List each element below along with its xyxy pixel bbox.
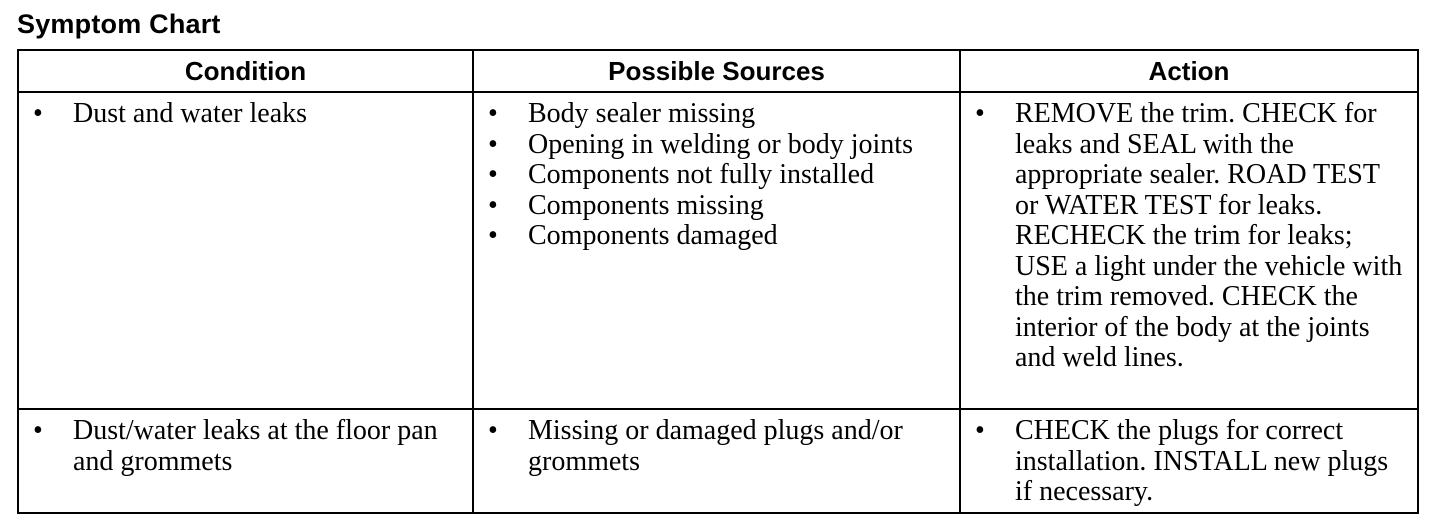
bullet-icon: • xyxy=(975,98,985,129)
source-text: Body sealer missing xyxy=(528,98,756,129)
action-list xyxy=(971,416,1405,508)
list-item xyxy=(484,130,947,161)
list-item xyxy=(484,160,947,191)
action-cell xyxy=(960,409,1418,513)
list-item xyxy=(971,99,1405,374)
condition-list xyxy=(29,99,460,130)
list-item xyxy=(971,416,1405,508)
condition-cell xyxy=(18,409,473,513)
bullet-icon: • xyxy=(488,415,498,446)
table-row xyxy=(18,92,1418,409)
list-item xyxy=(484,221,947,252)
sources-list xyxy=(484,99,947,252)
action-cell xyxy=(960,92,1418,409)
condition-list xyxy=(29,416,460,477)
header-action: Action xyxy=(960,50,1418,92)
header-possible-sources: Possible Sources xyxy=(473,50,960,92)
header-row xyxy=(18,50,1418,92)
table-row xyxy=(18,409,1418,513)
sources-cell xyxy=(473,409,960,513)
bullet-icon: • xyxy=(33,415,43,446)
source-text: Components not fully installed xyxy=(528,159,875,190)
bullet-icon: • xyxy=(488,98,498,129)
action-list xyxy=(971,99,1405,374)
bullet-icon: • xyxy=(488,159,498,190)
condition-text: Dust/water leaks at the floor pan and grommets xyxy=(73,415,438,477)
action-text: CHECK the plugs for correct installation. INSTALL new plugs if necessary. xyxy=(1015,415,1389,507)
list-item xyxy=(484,416,947,477)
bullet-icon: • xyxy=(33,98,43,129)
list-item xyxy=(29,416,460,477)
source-text: Components missing xyxy=(528,189,764,221)
sources-cell xyxy=(473,92,960,409)
chart-title: Symptom Chart xyxy=(17,9,221,39)
symptom-chart-table xyxy=(17,49,1419,514)
list-item xyxy=(29,99,460,130)
sources-list xyxy=(484,416,947,477)
condition-cell xyxy=(18,92,473,409)
bullet-icon: • xyxy=(975,415,985,446)
list-item xyxy=(484,99,947,130)
bullet-icon: • xyxy=(488,220,498,251)
action-text: REMOVE the trim. CHECK for leaks and SEAL with the appropriate sealer. ROAD TEST or WATER TEST for leaks. RECHECK the trim for leaks; USE a light under the vehicle with the trim removed. CHECK the interior of the body at the joints and weld lines. xyxy=(1015,98,1403,373)
source-text: Missing or damaged plugs and/or grommets xyxy=(528,415,903,477)
source-text: Opening in welding or body joints xyxy=(528,128,913,160)
header-condition: Condition xyxy=(18,50,473,92)
source-text: Components damaged xyxy=(528,220,778,251)
bullet-icon: • xyxy=(488,128,498,160)
bullet-icon: • xyxy=(488,189,498,221)
list-item xyxy=(484,191,947,222)
condition-text: Dust and water leaks xyxy=(73,98,308,129)
